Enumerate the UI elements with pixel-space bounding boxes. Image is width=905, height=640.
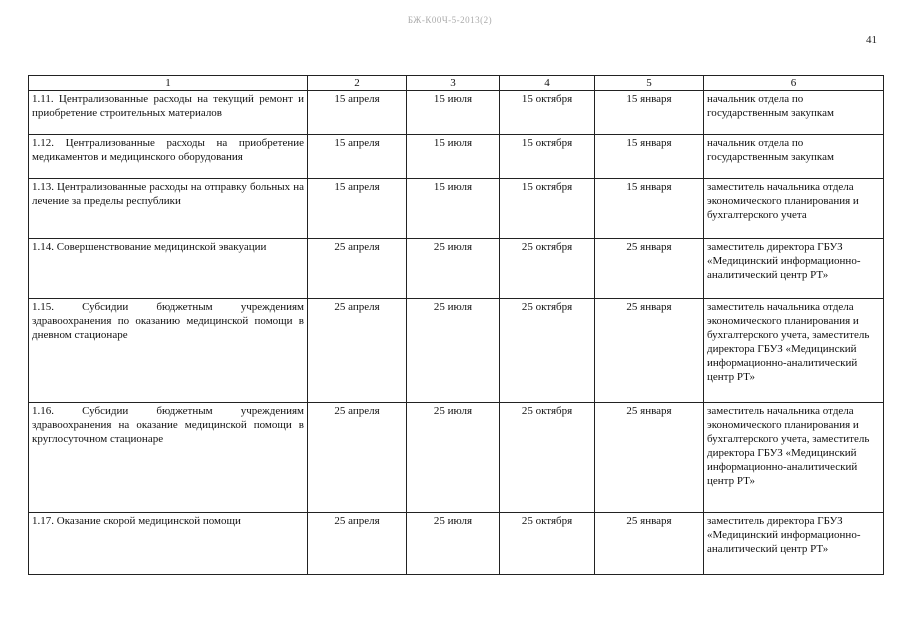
table-header-row bbox=[29, 76, 884, 91]
table-row bbox=[29, 299, 884, 403]
responsible-cell: заместитель директора ГБУЗ «Медицинский информационно-аналитический центр РТ» bbox=[704, 239, 884, 299]
responsible-cell: заместитель начальника отдела экономического планирования и бухгалтерского учета, заместитель директора ГБУЗ «Медицинский информационно-аналитический центр РТ» bbox=[704, 403, 884, 513]
column-header-6: 6 bbox=[704, 76, 884, 91]
document-code: БЖ-К00Ч-5-2013(2) bbox=[407, 15, 493, 25]
deadline-q3-cell: 15 октября bbox=[500, 135, 595, 179]
deadline-q3-cell: 15 октября bbox=[500, 179, 595, 239]
task-cell: 1.12. Централизованные расходы на приобретение медикаментов и медицинского оборудования bbox=[29, 135, 308, 179]
task-cell: 1.15. Субсидии бюджетным учреждениям здравоохранения по оказанию медицинской помощи в дневном стационаре bbox=[29, 299, 308, 403]
deadline-q1-cell: 15 апреля bbox=[308, 179, 407, 239]
table-row bbox=[29, 179, 884, 239]
deadline-q4-cell: 25 января bbox=[595, 403, 704, 513]
column-header-1: 1 bbox=[29, 76, 308, 91]
column-header-5: 5 bbox=[595, 76, 704, 91]
table-row bbox=[29, 135, 884, 179]
responsible-cell: начальник отдела по государственным закупкам bbox=[704, 91, 884, 135]
deadline-q3-cell: 25 октября bbox=[500, 299, 595, 403]
deadline-q1-cell: 25 апреля bbox=[308, 299, 407, 403]
deadline-q2-cell: 25 июля bbox=[407, 239, 500, 299]
task-cell: 1.16. Субсидии бюджетным учреждениям здравоохранения на оказание медицинской помощи в круглосуточном стационаре bbox=[29, 403, 308, 513]
deadline-q2-cell: 25 июля bbox=[407, 513, 500, 575]
task-cell: 1.11. Централизованные расходы на текущий ремонт и приобретение строительных материалов bbox=[29, 91, 308, 135]
deadline-q3-cell: 25 октября bbox=[500, 239, 595, 299]
deadline-q4-cell: 25 января bbox=[595, 239, 704, 299]
deadline-q1-cell: 15 апреля bbox=[308, 135, 407, 179]
deadline-q4-cell: 15 января bbox=[595, 179, 704, 239]
schedule-table bbox=[28, 75, 884, 575]
task-cell: 1.17. Оказание скорой медицинской помощи bbox=[29, 513, 308, 575]
page-number: 41 bbox=[866, 34, 877, 46]
responsible-cell: заместитель начальника отдела экономического планирования и бухгалтерского учета, заместитель директора ГБУЗ «Медицинский информационно-аналитический центр РТ» bbox=[704, 299, 884, 403]
deadline-q2-cell: 25 июля bbox=[407, 299, 500, 403]
deadline-q3-cell: 25 октября bbox=[500, 513, 595, 575]
deadline-q2-cell: 15 июля bbox=[407, 135, 500, 179]
deadline-q4-cell: 15 января bbox=[595, 91, 704, 135]
column-header-4: 4 bbox=[500, 76, 595, 91]
table-row bbox=[29, 403, 884, 513]
column-header-2: 2 bbox=[308, 76, 407, 91]
deadline-q3-cell: 25 октября bbox=[500, 403, 595, 513]
table-row bbox=[29, 513, 884, 575]
table-row bbox=[29, 239, 884, 299]
responsible-cell: заместитель директора ГБУЗ «Медицинский информационно-аналитический центр РТ» bbox=[704, 513, 884, 575]
deadline-q3-cell: 15 октября bbox=[500, 91, 595, 135]
task-cell: 1.14. Совершенствование медицинской эвакуации bbox=[29, 239, 308, 299]
deadline-q4-cell: 15 января bbox=[595, 135, 704, 179]
deadline-q2-cell: 15 июля bbox=[407, 91, 500, 135]
responsible-cell: начальник отдела по государственным закупкам bbox=[704, 135, 884, 179]
responsible-cell: заместитель начальника отдела экономического планирования и бухгалтерского учета bbox=[704, 179, 884, 239]
task-cell: 1.13. Централизованные расходы на отправку больных на лечение за пределы республики bbox=[29, 179, 308, 239]
deadline-q4-cell: 25 января bbox=[595, 513, 704, 575]
deadline-q1-cell: 25 апреля bbox=[308, 239, 407, 299]
deadline-q2-cell: 25 июля bbox=[407, 403, 500, 513]
deadline-q1-cell: 15 апреля bbox=[308, 91, 407, 135]
column-header-3: 3 bbox=[407, 76, 500, 91]
deadline-q2-cell: 15 июля bbox=[407, 179, 500, 239]
deadline-q4-cell: 25 января bbox=[595, 299, 704, 403]
deadline-q1-cell: 25 апреля bbox=[308, 513, 407, 575]
table-row bbox=[29, 91, 884, 135]
deadline-q1-cell: 25 апреля bbox=[308, 403, 407, 513]
